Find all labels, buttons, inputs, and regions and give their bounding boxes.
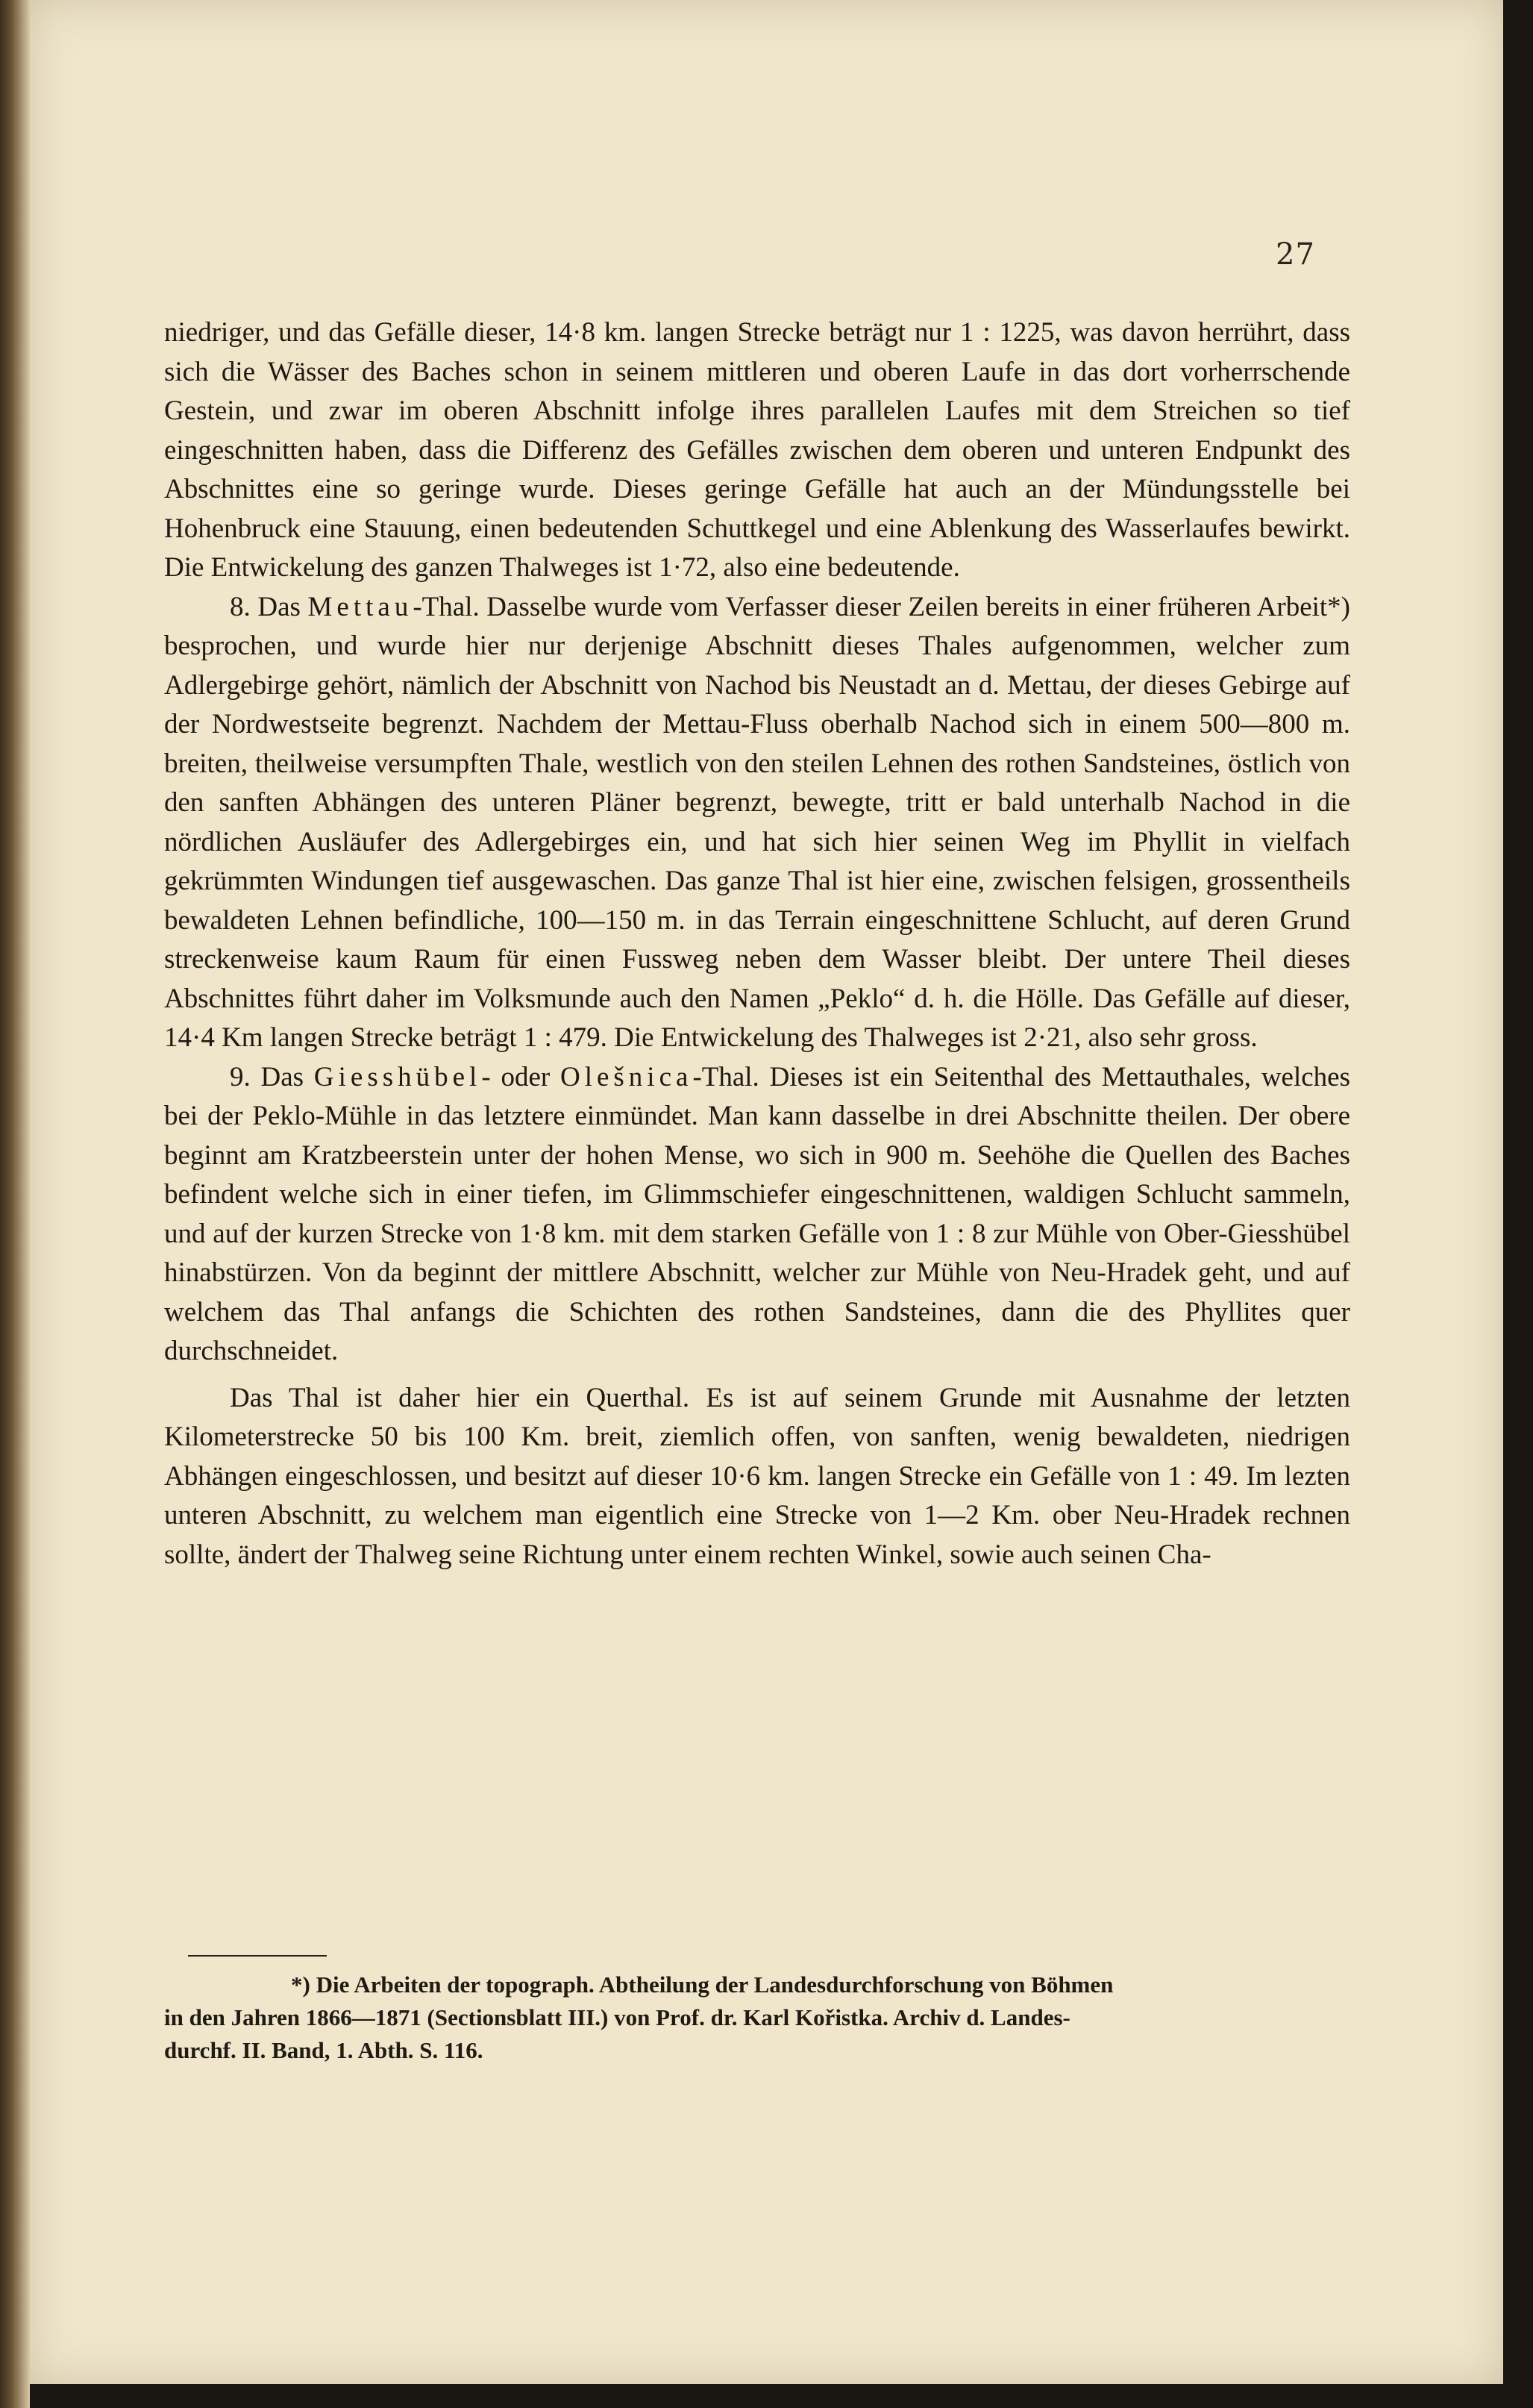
footnote-line: durchf. II. Band, 1. Abth. S. 116.	[164, 2037, 483, 2063]
paragraph-giesshuebel-thal	[164, 1058, 1350, 1372]
paragraph-mettau-thal	[164, 588, 1350, 1058]
section-number: 9. Das	[230, 1061, 314, 1092]
book-page	[30, 0, 1503, 2384]
body-text	[164, 313, 1350, 1574]
section-name-spaced: Mettau	[307, 591, 413, 622]
paragraph-text: -Thal. Dieses ist ein Seitenthal des Mettauthales, welches bei der Peklo-Mühle in das letztere einmündet. Man kann dasselbe in drei Abschnitte theilen. Der obere beginnt am Kratzbeerstein unter der hohen Mense, wo sich in 900 m. Seehöhe die Quellen des Baches befindent welche sich in einer tiefen, im Glimmschiefer eingeschnittenen, waldigen Schlucht sammeln, und auf der kurzen Strecke von 1·8 km. mit dem starken Gefälle von 1 : 8 zur Mühle von Ober-Giesshübel hinabstürzen. Von da beginnt der mittlere Abschnitt, welcher zur Mühle von Neu-Hradek geht, und auf welchem das Thal anfangs die Schichten des rothen Sandsteines, dann die des Phyllites quer durchschneidet.	[164, 1061, 1350, 1366]
paragraph-text: -Thal. Dasselbe wurde vom Verfasser dieser Zeilen bereits in einer früheren Arbeit*) besprochen, und wurde hier nur derjenige Abschnitt dieses Thales aufgenommen, welcher zum Adlergebirge gehört, nämlich der Abschnitt von Nachod bis Neustadt an d. Mettau, der dieses Gebirge auf der Nordwestseite begrenzt. Nachdem der Mettau-Fluss oberhalb Nachod sich in einem 500—800 m. breiten, theilweise versumpften Thale, westlich von den steilen Lehnen des rothen Sandsteines, östlich von den sanften Abhängen des unteren Pläner begrenzt, bewegte, tritt er bald unterhalb Nachod in die nördlichen Ausläufer des Adlergebirges ein, und hat sich hier seinen Weg im Phyllit in vielfach gekrümmten Windungen tief ausgewaschen. Das ganze Thal ist hier eine, zwischen felsigen, grossentheils bewaldeten Lehnen befindliche, 100—150 m. in das Terrain eingeschnittene Schlucht, auf deren Grund streckenweise kaum Raum für einen Fussweg neben dem Wasser bleibt. Der untere Theil dieses Abschnittes führt daher im Volksmunde auch den Namen „Peklo“ d. h. die Hölle. Das Gefälle auf dieser, 14·4 Km langen Strecke beträgt 1 : 479. Die Entwickelung des Thalweges ist 2·21, also sehr gross.	[164, 591, 1350, 1053]
section-number: 8. Das	[230, 591, 308, 622]
paragraph-querthal	[164, 1379, 1350, 1575]
footnote-divider	[188, 1955, 327, 1957]
footnote-line: in den Jahren 1866—1871 (Sectionsblatt III.) von Prof. dr. Karl Kořistka. Archiv d. Landes-	[164, 2004, 1070, 2030]
book-spine-edge	[0, 0, 30, 2408]
paragraph-continuation	[164, 313, 1350, 588]
paragraph-text: Das Thal ist daher hier ein Querthal. Es ist auf seinem Grunde mit Ausnahme der letzten Kilometerstrecke 50 bis 100 Km. breit, ziemlich offen, von sanften, wenig bewaldeten, niedrigen Abhängen eingeschlossen, und besitzt auf dieser 10·6 km. langen Strecke ein Gefälle von 1 : 49. Im lezten unteren Abschnitt, zu welchem man eigentlich eine Strecke von 1—2 Km. ober Neu-Hradek rechnen sollte, ändert der Thalweg seine Richtung unter einem rechten Winkel, sowie auch seinen Cha-	[164, 1382, 1350, 1570]
section-name-spaced-alt: Olešnica	[559, 1061, 693, 1092]
section-name-spaced: Giesshübel	[313, 1061, 482, 1092]
page-number: 27	[1276, 237, 1315, 272]
footnote	[164, 1968, 1350, 2067]
paragraph-text: niedriger, und das Gefälle dieser, 14·8 km. langen Strecke beträgt nur 1 : 1225, was davon herrührt, dass sich die Wässer des Baches schon in seinem mittleren und oberen Laufe in das dort vorherrschende Gestein, und zwar im oberen Abschnitt infolge ihres parallelen Laufes mit dem Streichen so tief eingeschnitten haben, dass die Differenz des Gefälles zwischen dem oberen und unteren Endpunkt des Abschnittes eine so geringe wurde. Dieses geringe Gefälle hat auch an der Mündungsstelle bei Hohenbruck eine Stauung, einen bedeutenden Schuttkegel und eine Ablenkung des Wasserlaufes bewirkt. Die Entwickelung des ganzen Thalweges ist 1·72, also eine bedeutende.	[164, 317, 1350, 583]
footnote-line: *) Die Arbeiten der topograph. Abtheilung der Landesdurchforschung von Böhmen	[291, 1971, 1114, 1998]
section-name-connector: - oder	[481, 1061, 560, 1092]
